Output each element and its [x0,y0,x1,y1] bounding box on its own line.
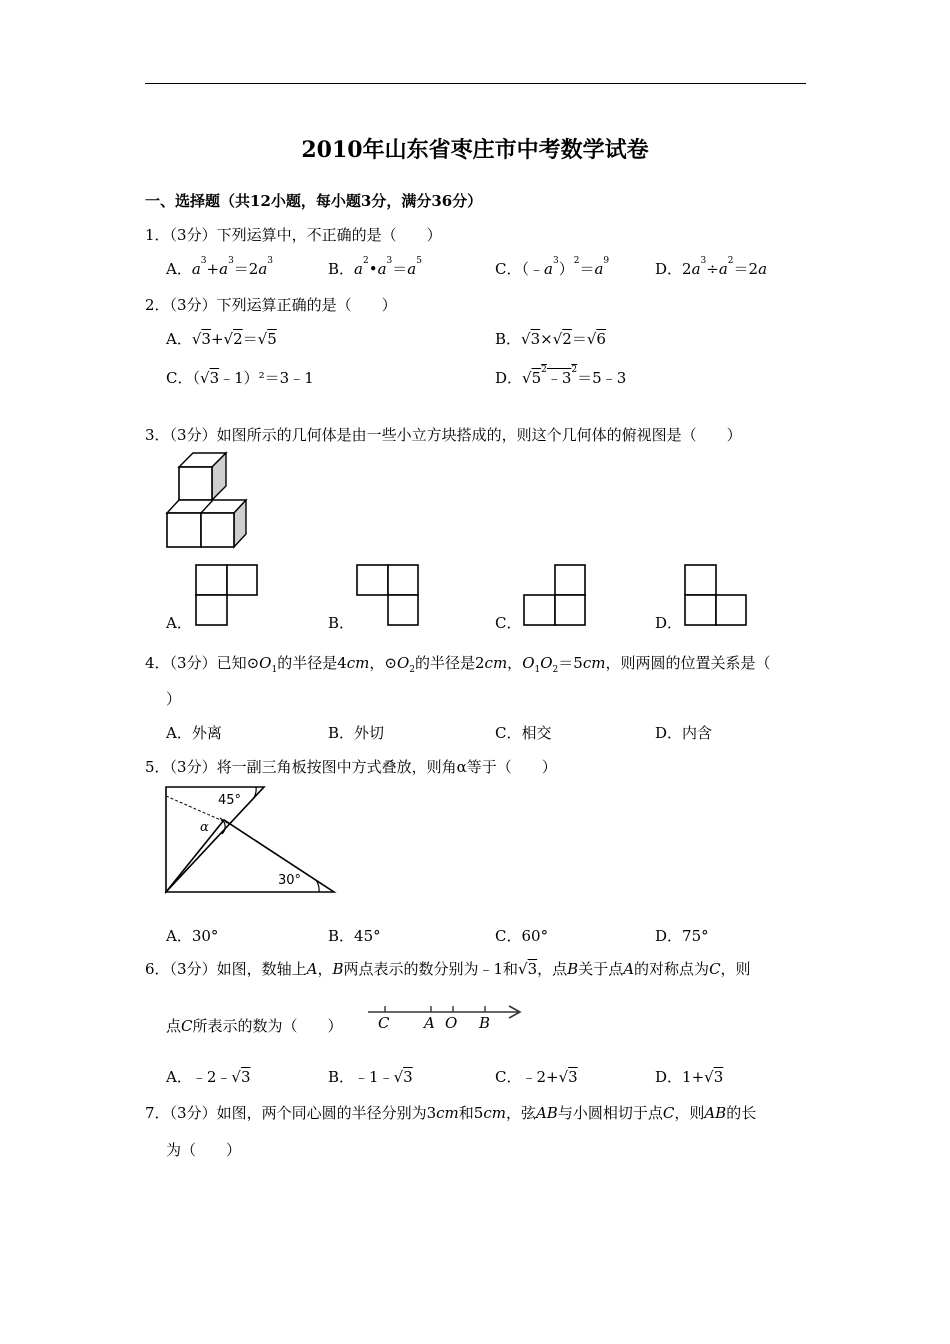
q5-alpha-label: α [200,820,209,835]
q2-option-b: B．√3×√2＝√6 [495,330,606,348]
q5-triangle-figure [160,782,340,897]
q4-option-a: A．外离 [166,724,222,742]
q5-option-d: D．75° [655,927,709,945]
q6-stem: 6．（3分）如图，数轴上A，B两点表示的数分别为﹣1和√3，点B关于点A的对称点为C，则 [145,960,751,978]
q3-option-a-label: A． [166,614,192,632]
q1-option-c: C．$(﹣a^3)^2=a^9$ [495,256,610,278]
q6-option-b: B．﹣1﹣√3 [328,1068,413,1086]
q6-point-c-label: C [378,1014,390,1032]
q7-stem-cont: 为（ ） [166,1141,242,1159]
q7-stem: 7．（3分）如图，两个同心圆的半径分别为3cm和5cm，弦AB与小圆相切于点C，则AB的长 [145,1104,757,1122]
q3-option-d-figure [684,564,748,628]
q5-option-a: A．30° [166,927,219,945]
q3-option-a-figure [195,564,259,628]
q5-stem: 5．（3分）将一副三角板按图中方式叠放，则角α等于（ ） [145,758,557,776]
page-title: 2010年山东省枣庄市中考数学试卷 [301,137,649,163]
q6-option-c: C．﹣2+√3 [495,1068,578,1086]
q5-option-b: B．45° [328,927,381,945]
q6-stem-cont: 点C所表示的数为（ ） [166,1017,343,1035]
q3-option-c-figure [523,564,587,628]
top-rule [145,83,806,84]
q2-option-c: C．（√3﹣1）²＝3﹣1 [166,369,314,387]
q5-angle-45-label: 45° [218,793,242,808]
q3-option-d-label: D． [655,614,683,632]
q6-option-d: D．1+√3 [655,1068,724,1086]
q3-solid-figure [160,450,252,552]
q1-stem: 1．（3分）下列运算中，不正确的是（ ） [145,226,442,244]
q6-option-a: A．﹣2﹣√3 [166,1068,251,1086]
q6-point-b-label: B [479,1014,491,1032]
q6-point-o-label: O [445,1014,458,1032]
q5-option-c: C．60° [495,927,549,945]
q4-stem-cont: ） [166,690,182,708]
q6-point-a-label: A [424,1014,435,1032]
q2-option-a: A．√3+√2＝√5 [166,330,277,348]
q1-option-b: B．$a^2•a^3=a^5$ [328,256,422,278]
q4-option-c: C．相交 [495,724,552,742]
q3-stem: 3．（3分）如图所示的几何体是由一些小立方块搭成的，则这个几何体的俯视图是（ ） [145,426,742,444]
q5-angle-30-label: 30° [278,873,302,888]
q4-stem: 4．（3分）已知$⊙O_1$的半径是4cm，$⊙O_2$的半径是2cm，$O_1O_2=5cm$，则两圆的位置关系是（ [145,654,771,675]
q2-stem: 2．（3分）下列运算正确的是（ ） [145,296,397,314]
q4-option-d: D．内含 [655,724,713,742]
q3-option-b-label: B． [328,614,355,632]
q3-option-b-figure [356,564,420,628]
q1-option-a: A．$a^3+a^3=2a^3$ [166,256,274,278]
section-heading: 一、选择题（共12小题，每小题3分，满分36分） [145,192,483,210]
q2-option-d: D．$√5^2﹣3^2=5﹣3$ [495,365,627,387]
q4-option-b: B．外切 [328,724,385,742]
q1-option-d: D．$2a^3\div a^2=2a$ [655,256,768,278]
q3-option-c-label: C． [495,614,522,632]
